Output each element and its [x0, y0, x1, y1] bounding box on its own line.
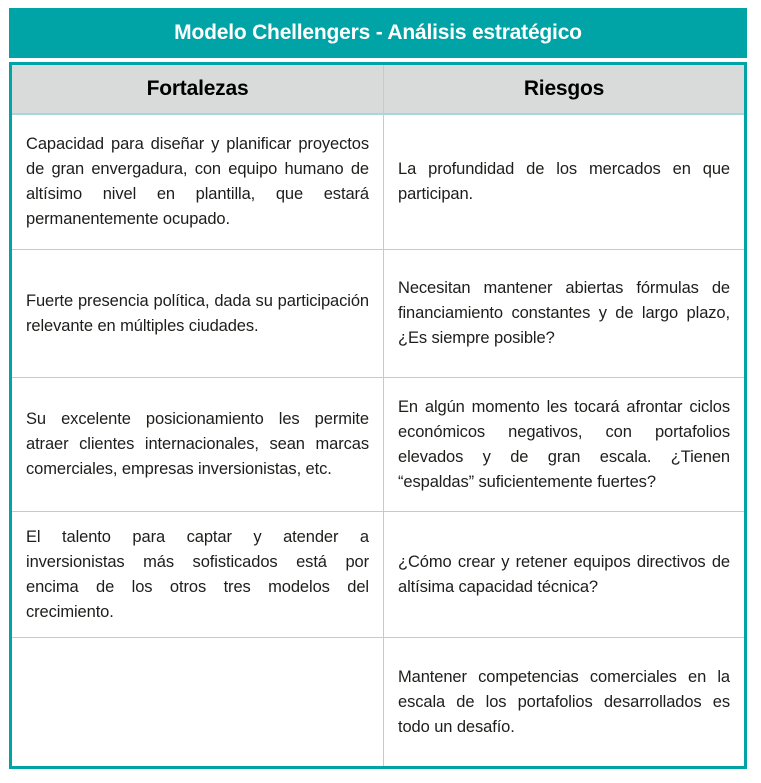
cell-text: Capacidad para diseñar y planificar proyectos de gran envergadura, con equipo humano de altísimo nivel en plantilla, que estará permanentemente ocupado.	[26, 135, 369, 228]
column-header-riesgos: Riesgos	[523, 77, 605, 100]
cell-riesgos-2	[384, 250, 744, 377]
table-row	[12, 115, 744, 249]
cell-fortalezas-1	[12, 115, 384, 249]
cell-fortalezas-2	[12, 250, 384, 377]
cell-text: Necesitan mantener abiertas fórmulas de financiamiento constantes y de largo plazo, ¿Es siempre posible?	[398, 279, 730, 347]
table-title: Modelo Chellengers - Análisis estratégico	[9, 8, 747, 58]
table-row	[12, 511, 744, 637]
column-header-fortalezas: Fortalezas	[12, 65, 384, 113]
cell-text: Mantener competencias comerciales en la escala de los portafolios desarrollados es todo un desafío.	[398, 667, 730, 736]
table-row	[12, 249, 744, 377]
cell-text: El talento para captar y atender a inversionistas más sofisticados está por encima de los otros tres modelos del crecimiento.	[26, 527, 369, 621]
cell-riesgos-3	[384, 378, 744, 511]
cell-text: Fuerte presencia política, dada su participación relevante en múltiples ciudades.	[26, 291, 369, 335]
cell-text: En algún momento les tocará afrontar ciclos económicos negativos, con portafolios elevados y de gran escala. ¿Tienen “espaldas” suficientemente fuertes?	[398, 397, 730, 491]
table-header-row	[12, 65, 744, 115]
cell-fortalezas-3	[12, 378, 384, 511]
cell-riesgos-1	[384, 115, 744, 249]
table-row	[12, 637, 744, 766]
strategic-analysis-table	[9, 8, 747, 769]
table-row	[12, 377, 744, 511]
cell-text: La profundidad de los mercados en que participan.	[398, 160, 730, 203]
cell-fortalezas-4	[12, 512, 384, 637]
table-grid	[9, 62, 747, 769]
cell-riesgos-4	[384, 512, 744, 637]
cell-riesgos-5	[384, 638, 744, 766]
cell-text: Su excelente posicionamiento les permite atraer clientes internacionales, sean marcas comerciales, empresas inversionistas, etc.	[26, 410, 369, 478]
cell-fortalezas-5	[12, 638, 384, 766]
cell-text: ¿Cómo crear y retener equipos directivos de altísima capacidad técnica?	[398, 552, 730, 596]
